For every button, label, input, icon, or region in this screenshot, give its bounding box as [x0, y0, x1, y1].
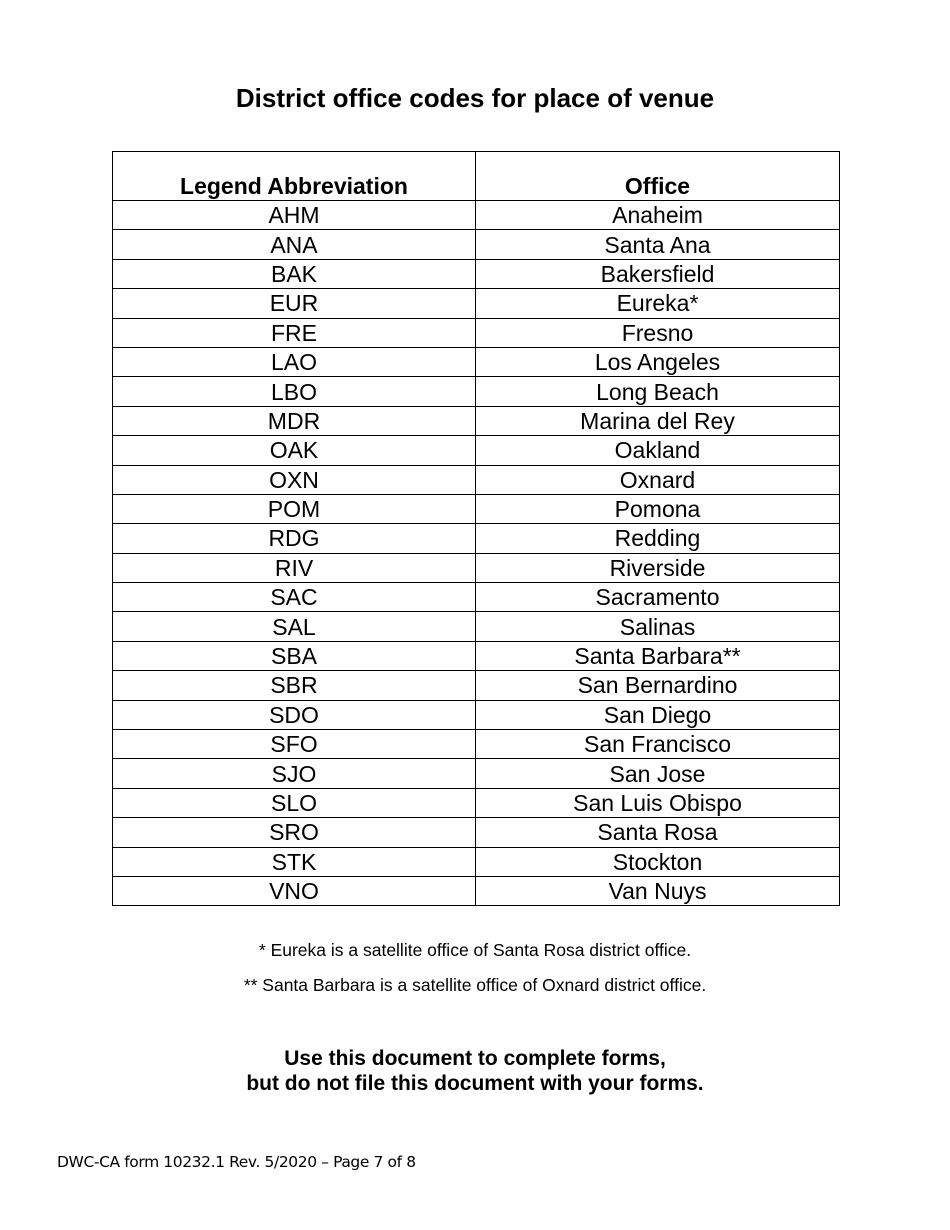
cell-abbreviation: EUR: [113, 289, 476, 318]
cell-abbreviation: VNO: [113, 876, 476, 905]
cell-abbreviation: OXN: [113, 465, 476, 494]
table-row: [113, 377, 840, 406]
table-row: [113, 436, 840, 465]
cell-office: San Bernardino: [476, 671, 840, 700]
filing-notice-line-1: Use this document to complete forms,: [284, 1047, 666, 1070]
table-row: [113, 700, 840, 729]
cell-office: San Luis Obispo: [476, 788, 840, 817]
cell-office: Anaheim: [476, 201, 840, 230]
cell-abbreviation: LAO: [113, 347, 476, 376]
filing-notice-line-2: but do not file this document with your forms.: [246, 1072, 704, 1095]
table-row: [113, 201, 840, 230]
table-row: [113, 406, 840, 435]
district-office-codes-table: [112, 151, 840, 906]
cell-office: Oakland: [476, 436, 840, 465]
cell-office: Redding: [476, 524, 840, 553]
cell-office: Riverside: [476, 553, 840, 582]
cell-abbreviation: SDO: [113, 700, 476, 729]
table-row: [113, 259, 840, 288]
cell-office: Marina del Rey: [476, 406, 840, 435]
cell-abbreviation: MDR: [113, 406, 476, 435]
cell-office: Los Angeles: [476, 347, 840, 376]
table-row: [113, 347, 840, 376]
cell-abbreviation: FRE: [113, 318, 476, 347]
table-row: [113, 847, 840, 876]
cell-office: Stockton: [476, 847, 840, 876]
table-row: [113, 641, 840, 670]
table-row: [113, 494, 840, 523]
cell-abbreviation: SFO: [113, 730, 476, 759]
cell-abbreviation: POM: [113, 494, 476, 523]
table-row: [113, 759, 840, 788]
table-row: [113, 788, 840, 817]
cell-abbreviation: STK: [113, 847, 476, 876]
table-row: [113, 318, 840, 347]
cell-office: Santa Barbara**: [476, 641, 840, 670]
table-body: [113, 201, 840, 906]
table-row: [113, 583, 840, 612]
table-header-row: [113, 152, 840, 201]
cell-office: Bakersfield: [476, 259, 840, 288]
footnote-eureka: * Eureka is a satellite office of Santa Rosa district office.: [258, 940, 692, 960]
page-title: District office codes for place of venue: [235, 83, 715, 113]
table-row: [113, 553, 840, 582]
cell-abbreviation: RDG: [113, 524, 476, 553]
cell-office: Salinas: [476, 612, 840, 641]
cell-office: Oxnard: [476, 465, 840, 494]
table-row: [113, 465, 840, 494]
cell-abbreviation: OAK: [113, 436, 476, 465]
cell-office: Long Beach: [476, 377, 840, 406]
cell-office: Santa Rosa: [476, 818, 840, 847]
cell-abbreviation: LBO: [113, 377, 476, 406]
cell-office: Eureka*: [476, 289, 840, 318]
footnote-santa-barbara: ** Santa Barbara is a satellite office of Oxnard district office.: [243, 975, 707, 995]
table-row: [113, 612, 840, 641]
cell-office: Fresno: [476, 318, 840, 347]
table-row: [113, 876, 840, 905]
cell-abbreviation: SRO: [113, 818, 476, 847]
filing-notice: [0, 1046, 950, 1096]
table-row: [113, 818, 840, 847]
cell-office: San Francisco: [476, 730, 840, 759]
table-row: [113, 671, 840, 700]
cell-abbreviation: SLO: [113, 788, 476, 817]
cell-office: San Diego: [476, 700, 840, 729]
cell-office: Sacramento: [476, 583, 840, 612]
cell-abbreviation: SBA: [113, 641, 476, 670]
cell-abbreviation: RIV: [113, 553, 476, 582]
column-header-legend-abbreviation: Legend Abbreviation: [113, 152, 476, 201]
cell-office: San Jose: [476, 759, 840, 788]
form-footer: DWC-CA form 10232.1 Rev. 5/2020 – Page 7 of 8: [57, 1153, 416, 1171]
table-row: [113, 524, 840, 553]
cell-abbreviation: ANA: [113, 230, 476, 259]
cell-abbreviation: SAL: [113, 612, 476, 641]
cell-office: Santa Ana: [476, 230, 840, 259]
cell-abbreviation: SAC: [113, 583, 476, 612]
cell-abbreviation: AHM: [113, 201, 476, 230]
cell-office: Pomona: [476, 494, 840, 523]
table-row: [113, 730, 840, 759]
cell-office: Van Nuys: [476, 876, 840, 905]
column-header-office: Office: [476, 152, 840, 201]
cell-abbreviation: BAK: [113, 259, 476, 288]
table-row: [113, 230, 840, 259]
cell-abbreviation: SJO: [113, 759, 476, 788]
table-row: [113, 289, 840, 318]
cell-abbreviation: SBR: [113, 671, 476, 700]
